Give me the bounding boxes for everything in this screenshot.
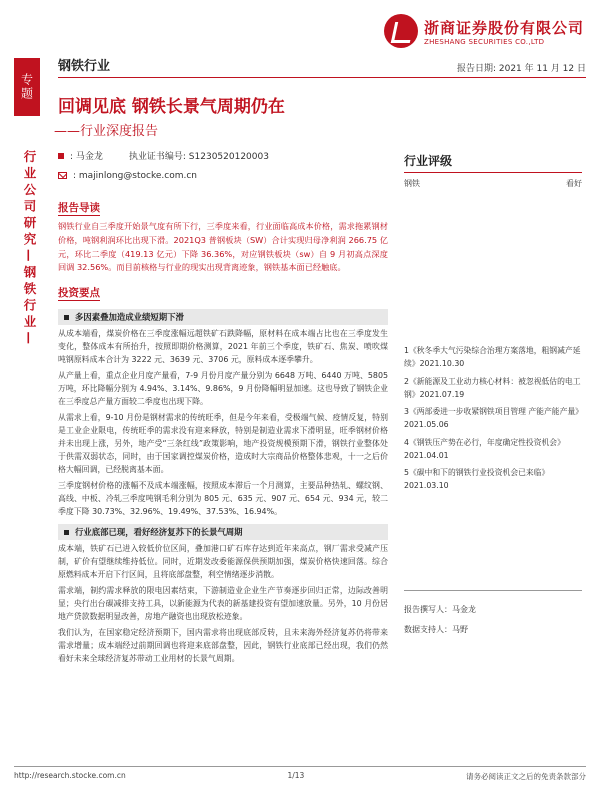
analyst-info	[58, 149, 269, 189]
footer-url[interactable]: http://research.stocke.com.cn	[14, 771, 126, 780]
points-heading: 投资要点	[58, 287, 100, 300]
analyst-bullet-icon	[58, 153, 64, 159]
report-author: 报告撰写人：马金龙	[404, 605, 476, 614]
brand-logo	[384, 14, 584, 48]
industry-header	[58, 58, 586, 78]
paragraph: 成本端，铁矿石已进入较低价位区间，叠加港口矿石库存达到近年来高点，钢厂需求受减产压制，矿价有望继续维持低位。同时，近期发改委能源保供预期加强，煤炭价格快速回落。综合原燃料成本开启下行区间，且将底部盘整，利空情绪逐步消散。	[58, 544, 388, 580]
related-report-item[interactable]: 1《秋冬季大气污染综合治理方案落地，粗钢减产延续》2021.10.30	[404, 346, 581, 369]
square-bullet-icon	[64, 315, 69, 320]
point-heading-2: 行业底部已现，看好经济复苏下的长景气周期	[58, 524, 388, 540]
email-icon	[58, 172, 67, 179]
lead-heading: 报告导读	[58, 202, 100, 214]
paragraph: 我们认为，在国家稳定经济预期下，国内需求将出现底部反转，且未来海外经济复苏仍将带来需求增量；成本端经过前期回调也将迎来底部盘整，因此，钢铁行业底部已经出现，我们仍然看好未来全球经济复苏带动工业用材的长景气周期。	[58, 628, 388, 664]
paragraph: 从需求上看，9-10 月份是钢材需求的传统旺季，但是今年来看，受极端气候、疫情反复，特别是工业企业限电，传统旺季的需求没有迎来释放，特别是制造业需求下滑明显，旺季钢材价格并未出现上涨，另外，地产受“三条红线”政策影响，地产投资规模预期下滑，钢铁行业整体处于供需双弱状态，同时，由于国家调控煤炭价格，造成时大宗商品价格整体悲观，十一之后价格大幅回调，已经脱离基本面。	[58, 412, 388, 474]
data-support: 数据支持人：马野	[404, 625, 468, 634]
main-content	[58, 196, 388, 666]
rating-sector: 钢铁	[404, 179, 420, 188]
rating-title: 行业评级	[404, 152, 582, 173]
analyst-name: : 马金龙	[70, 152, 103, 162]
page-title: 回调见底 钢铁长景气周期仍在	[58, 97, 285, 117]
point-heading-1: 多因素叠加造成业绩短期下滑	[58, 309, 388, 325]
related-reports	[404, 344, 582, 497]
brand-name-cn: 浙商证券股份有限公司	[423, 18, 584, 37]
brand-name-en: ZHESHANG SECURITIES CO.,LTD	[423, 37, 545, 46]
paragraph: 从成本端看，煤炭价格在三季度涨幅远超铁矿石跌降幅，原材料在成本端占比也在三季度发生变化，整体成本有所抬升，按照即期价格测算，2021 年前三个季度，铁矿石、焦炭、喷吹煤吨钢原料成本合计为 3222 元、3639 元、3706 元，原料成本逐季攀升。	[58, 329, 388, 365]
footer-disclaimer: 请务必阅读正文之后的免责条款部分	[465, 772, 586, 781]
industry-rating	[404, 152, 582, 189]
related-report-item[interactable]: 3《两部委进一步收紧钢铁项目管理 产能产能产量》2021.05.06	[404, 407, 580, 430]
paragraph: 需求端，制约需求释放的限电因素结束，下游制造业企业生产节奏逐步回归正常，边际改善明显；央行出台碳减排支持工具，以新能源为代表的新基建投资有望加速放量。另外，10 月份居地产贷款数据明显改善，房地产融资也出现放松迹象。	[58, 586, 388, 622]
side-tag: 专题	[14, 58, 40, 116]
lead-text: 钢铁行业自三季度开始景气度有所下行，三季度来看，行业面临高成本价格，需求拖累钢材价格，吨钢利润环比出现下滑。2021Q3 普钢板块（SW）合计实现归母净利润 266.75 亿元，环比二季度（419.13 亿元）下降 36.36%，对应钢铁板块（sw）自 9 月初高点深度回调 32.56%。而目前核格与行业的现实出现背离迹象，钢铁基本面已经触底。	[58, 221, 388, 273]
paragraph: 从产量上看，重点企业月度产量看，7-9 月份月度产量分别为 6648 万吨、6440 万吨、5805 万吨，环比降幅分别为 4.94%、3.14%、9.86%，9 月份降幅明显加速。这也导致了钢铁企业在三季度总产量方面较二季度也出现下降。	[58, 370, 388, 406]
related-report-item[interactable]: 4《钢铁压产势在必行，年度确定性投资机会》2021.04.01	[404, 437, 565, 460]
related-report-item[interactable]: 5《碳中和下的钢铁行业投资机会已来临》2021.03.10	[404, 468, 550, 491]
page-number: 1/13	[287, 771, 305, 780]
rating-value: 看好	[566, 179, 582, 188]
related-report-item[interactable]: 2《新能源及工业动力核心材料：被忽视低估的电工钢》2021.07.19	[404, 376, 581, 399]
paragraph: 三季度钢材价格的涨幅不及成本端涨幅，按照成本滞后一个月测算，主要品种热轧、螺纹钢、高线、中板、冷轧三季度吨钢毛利分别为 805 元、635 元、907 元、654 元、934 元，较二季度下降 30.73%、32.96%、19.49%、37.53%、16.94%。	[58, 480, 388, 516]
page-footer	[14, 766, 586, 782]
side-vertical-label: 行业公司研究—钢铁行业—	[22, 150, 37, 348]
analyst-email[interactable]: : majinlong@stocke.com.cn	[73, 170, 198, 181]
analyst-license: 执业证书编号: S1230520120003	[128, 152, 269, 162]
square-bullet-icon	[64, 530, 69, 535]
industry-label: 钢铁行业	[58, 59, 111, 74]
zheshang-logo-icon	[384, 14, 418, 48]
page-subtitle: ——行业深度报告	[54, 124, 159, 139]
support-info	[404, 590, 582, 635]
report-date: 报告日期: 2021 年 11 月 12 日	[456, 64, 586, 74]
